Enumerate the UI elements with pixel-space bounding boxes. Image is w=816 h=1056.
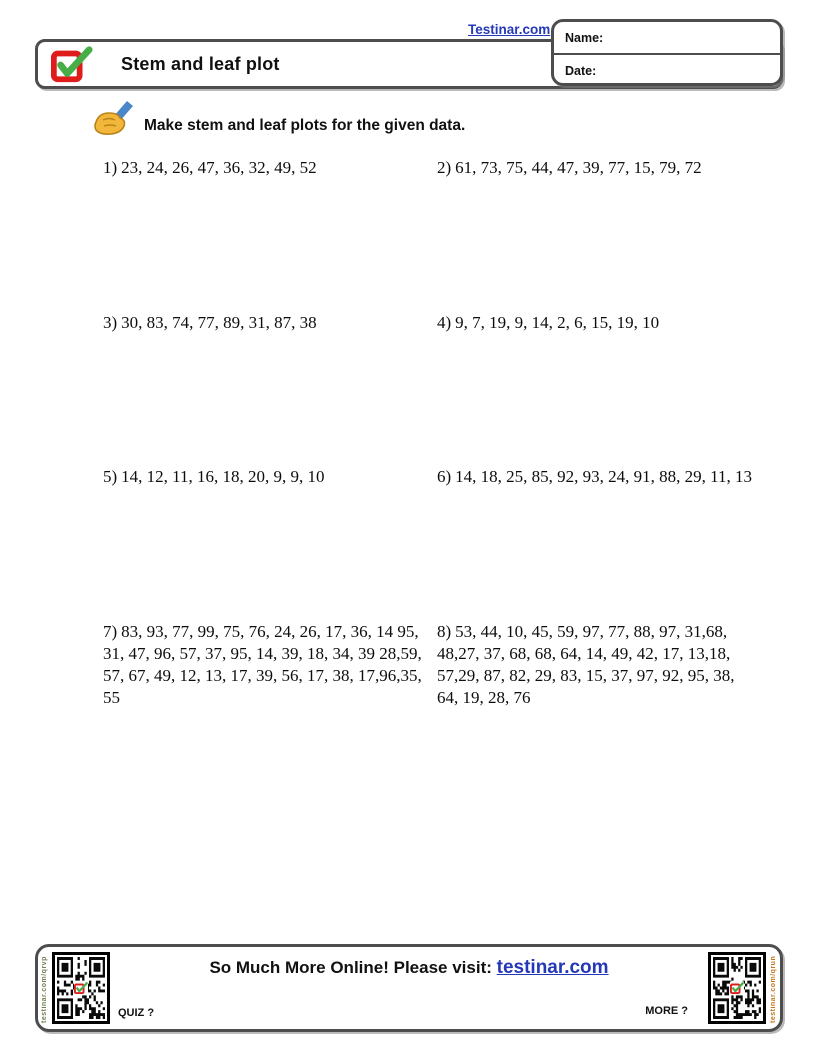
problem-6 (437, 466, 759, 488)
problem-4-values: 9, 7, 19, 9, 14, 2, 6, 15, 19, 10 (455, 313, 660, 332)
problem-4 (437, 312, 781, 334)
problem-5-number: 5) (103, 467, 118, 486)
instruction-text: Make stem and leaf plots for the given data. (144, 117, 466, 134)
date-field (554, 55, 780, 86)
checkbox-check-icon (74, 982, 88, 995)
problem-5 (103, 466, 435, 488)
problem-7 (103, 621, 423, 709)
date-label: Date: (565, 63, 597, 78)
problem-4-number: 4) (437, 313, 452, 332)
quiz-label: QUIZ ? (118, 1007, 155, 1019)
problem-8 (437, 621, 753, 709)
footer-testinar-link[interactable]: testinar.com (496, 957, 609, 978)
problem-6-number: 6) (437, 467, 452, 486)
problem-1 (103, 157, 435, 179)
problem-3-number: 3) (103, 313, 118, 332)
problem-2-number: 2) (437, 158, 452, 177)
problem-5-values: 14, 12, 11, 16, 18, 20, 9, 9, 10 (121, 467, 325, 486)
problem-8-number: 8) (437, 622, 452, 641)
checkbox-check-icon (51, 44, 93, 84)
problem-3 (103, 312, 435, 334)
problem-3-values: 30, 83, 74, 77, 89, 31, 87, 38 (121, 313, 317, 332)
qr-left-caption: testinar.com/qrvp (41, 956, 48, 1023)
footer-bar (35, 944, 783, 1032)
footer-message-text: So Much More Online! Please visit: (209, 958, 497, 977)
footer-message (38, 957, 780, 979)
problem-2 (437, 157, 781, 179)
problem-1-values: 23, 24, 26, 47, 36, 32, 49, 52 (121, 158, 317, 177)
problem-8-values: 53, 44, 10, 45, 59, 97, 77, 88, 97, 31,68, 48,27, 37, 68, 68, 64, 14, 49, 42, 17, 13,18, 57,29, 87, 82, 29, 83, 15, 37, 97, 92, 95, 38, 64, 19, 28, 76 (437, 622, 735, 707)
name-date-box (551, 19, 783, 86)
problem-7-values: 83, 93, 77, 99, 75, 76, 24, 26, 17, 36, 14 95, 31, 47, 96, 57, 37, 95, 14, 39, 18, 34, 39 28,59, 57, 67, 49, 12, 13, 17, 39, 56, 17, 38, 17,96,35, 55 (103, 622, 422, 707)
qr-right-caption: testinar.com/qrun (770, 955, 777, 1023)
name-label: Name: (565, 30, 604, 45)
page-title: Stem and leaf plot (121, 53, 280, 74)
qr-code-icon (708, 952, 766, 1024)
problem-2-values: 61, 73, 75, 44, 47, 39, 77, 15, 79, 72 (455, 158, 702, 177)
hand-writing-icon (93, 100, 137, 138)
more-label: MORE ? (645, 1005, 688, 1017)
problem-6-values: 14, 18, 25, 85, 92, 93, 24, 91, 88, 29, 11, 13 (455, 467, 753, 486)
checkbox-check-icon (730, 982, 744, 995)
problem-1-number: 1) (103, 158, 118, 177)
testinar-site-link[interactable]: Testinar.com (468, 22, 551, 37)
instruction-row (93, 100, 465, 138)
problem-7-number: 7) (103, 622, 118, 641)
name-field (554, 22, 780, 53)
